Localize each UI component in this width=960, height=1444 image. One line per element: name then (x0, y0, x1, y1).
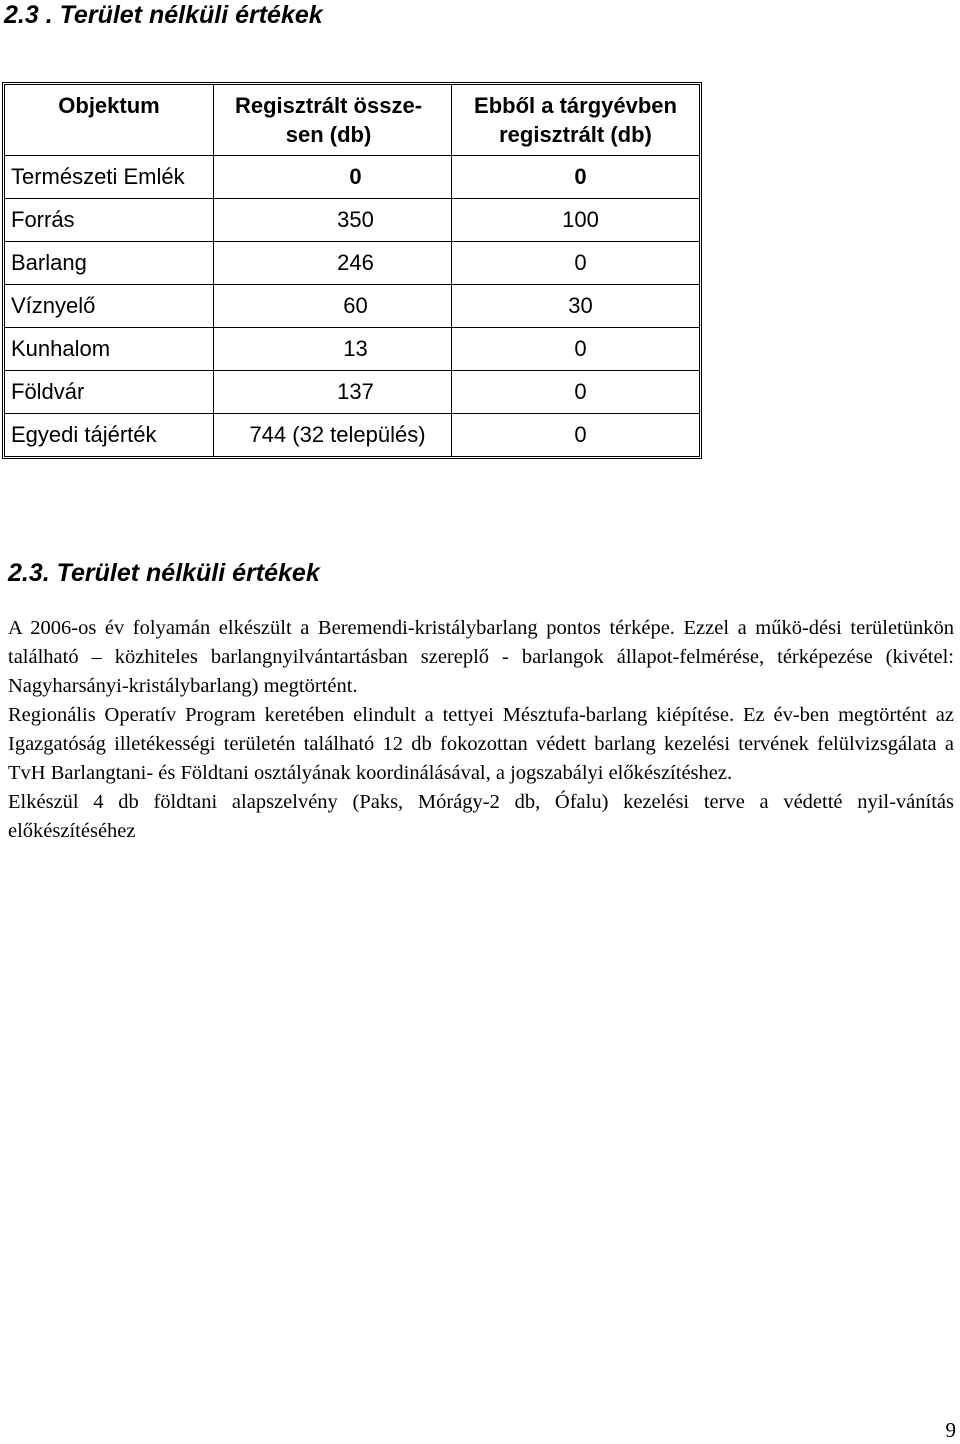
table-row (5, 414, 699, 456)
table-row (5, 242, 699, 285)
row-this-year: 0 (574, 422, 587, 447)
values-table (2, 82, 702, 459)
row-total: 246 (214, 242, 452, 285)
row-this-year: 0 (452, 371, 699, 414)
row-total: 744 (32 település) (214, 414, 452, 456)
table-row (5, 156, 699, 199)
column-header-this-year: Ebből a tárgyévben regisztrált (db) (452, 85, 699, 156)
row-total: 0 (214, 156, 452, 199)
column-header-object: Objektum (5, 85, 214, 156)
paragraph: A 2006-os év folyamán elkészült a Beremendi-kristálybarlang pontos térképe. Ezzel a műkö-dési területünkön található – közhiteles barlangnyilvántartásban szereplő - barlangok állapot-felmérése, térképezése (kivétel: Nagyharsányi-kristálybarlang) megtörtént. (8, 617, 954, 697)
table-header-row (5, 85, 699, 156)
row-name: Földvár (5, 371, 214, 414)
paragraph: Regionális Operatív Program keretében elindult a tettyei Mésztufa-barlang kiépítése. Ez év-ben megtörtént az Igazgatóság illetékességi területén található 12 db fokozottan védett barlang kezelési tervének felülvizsgálata a TvH Barlangtani- és Földtani osztályának koordinálásával, a jogszabályi előkészítéshez. (8, 704, 954, 784)
row-total: 137 (214, 371, 452, 414)
table-row (5, 199, 699, 242)
row-this-year: 0 (452, 242, 699, 285)
row-this-year: 100 (452, 199, 699, 242)
row-name: Természeti Emlék (5, 156, 214, 199)
row-name: Barlang (5, 242, 214, 285)
row-total: 13 (214, 328, 452, 371)
page-heading: 2.3 . Terület nélküli értékek (4, 1, 323, 29)
row-total: 60 (214, 285, 452, 328)
column-header-total: Regisztrált össze-sen (db) (214, 85, 452, 156)
row-name: Víznyelő (5, 285, 214, 328)
table-row (5, 371, 699, 414)
row-name: Forrás (5, 199, 214, 242)
row-this-year: 0 (452, 156, 699, 199)
section-heading: 2.3. Terület nélküli értékek (8, 559, 320, 587)
table-row (5, 285, 699, 328)
paragraph: Elkészül 4 db földtani alapszelvény (Paks, Mórágy-2 db, Ófalu) kezelési terve a védetté nyil-vánítás előkészítéséhez (8, 791, 954, 842)
row-name: Kunhalom (5, 328, 214, 371)
row-name: Egyedi tájérték (5, 414, 214, 456)
row-this-year: 0 (452, 328, 699, 371)
row-total: 350 (214, 199, 452, 242)
body-text (8, 614, 954, 846)
row-this-year: 30 (452, 285, 699, 328)
table-row (5, 328, 699, 371)
page-number: 9 (945, 1418, 956, 1442)
